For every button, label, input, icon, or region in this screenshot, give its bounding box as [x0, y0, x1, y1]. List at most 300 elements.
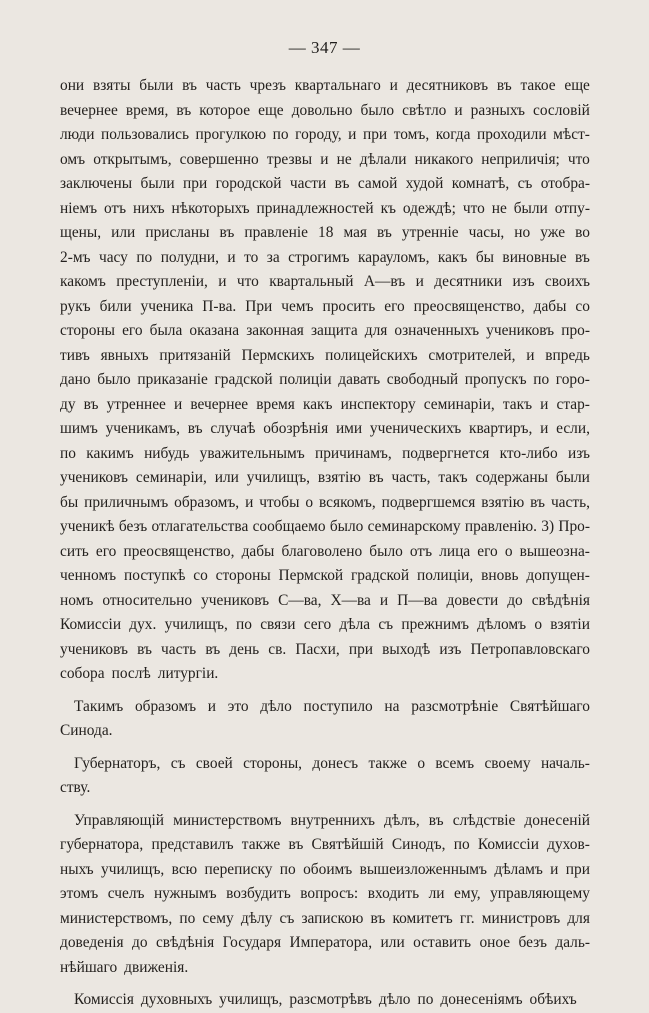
- word: про-: [561, 322, 590, 339]
- word: прогулкою: [195, 126, 267, 143]
- word: Петропавловскаго: [470, 640, 590, 658]
- word: донесеній: [524, 811, 590, 829]
- word: безъ: [118, 518, 148, 535]
- word: связи: [260, 616, 296, 633]
- word: его: [384, 297, 405, 315]
- word: въ: [83, 395, 99, 413]
- word: и: [245, 493, 254, 511]
- word: квартальнаго: [294, 77, 381, 94]
- text-line: [60, 515, 590, 540]
- word: полудни,: [160, 248, 219, 266]
- word: отпу-: [554, 199, 590, 217]
- word: свѣдѣнія: [155, 934, 215, 951]
- word: послѣ: [111, 665, 151, 682]
- word: изъ: [567, 444, 590, 462]
- word: и: [415, 273, 424, 290]
- word: такое: [520, 77, 556, 94]
- word: министерствомъ: [173, 811, 282, 829]
- word: давать: [338, 371, 381, 388]
- text-line: [60, 74, 590, 99]
- text-line: [60, 882, 590, 907]
- word: довольно: [291, 101, 353, 119]
- word: во: [575, 224, 590, 241]
- word: кто-либо: [499, 444, 558, 462]
- word: въ: [182, 77, 197, 94]
- word: Пермскихъ: [241, 346, 315, 364]
- word: губернатора,: [60, 836, 144, 853]
- word: запискою: [301, 909, 364, 927]
- word: въ: [176, 101, 192, 119]
- text-line: [60, 393, 590, 418]
- word: оказана: [189, 322, 240, 339]
- word: духовныхъ: [140, 991, 213, 1008]
- text-line: [60, 613, 590, 638]
- word: градской: [214, 371, 273, 388]
- word: были: [555, 469, 590, 486]
- word: преступленіи,: [116, 273, 208, 290]
- word: или: [380, 934, 405, 951]
- word: вечернее: [60, 101, 118, 119]
- text-line: [60, 752, 590, 777]
- word: донесеніямъ: [440, 991, 523, 1008]
- word: и: [454, 101, 463, 119]
- word: учениковъ: [60, 640, 128, 658]
- word: квартиръ,: [469, 420, 533, 437]
- word: ли: [428, 885, 445, 902]
- word: инспектору: [340, 395, 416, 413]
- word: полиціи,: [416, 567, 474, 584]
- word: заключены: [60, 175, 133, 192]
- word: если,: [556, 420, 590, 437]
- word: десятники: [434, 273, 503, 290]
- word: городской: [215, 175, 282, 192]
- word: Императора,: [289, 934, 373, 951]
- word: о: [305, 493, 314, 511]
- word: принадлежностей: [256, 199, 374, 217]
- word: мѣст-: [553, 126, 590, 143]
- word: со: [193, 567, 208, 584]
- word: части: [289, 175, 327, 192]
- word: номъ: [60, 591, 94, 609]
- word: въ: [377, 224, 392, 241]
- word: приличнымъ: [84, 493, 169, 511]
- text-line: [60, 809, 590, 834]
- word: также: [368, 754, 407, 772]
- word: Святѣйшаго: [509, 697, 590, 715]
- word: дабы: [533, 297, 567, 315]
- word: отъ: [409, 542, 433, 560]
- word: семинаріи,: [423, 395, 495, 413]
- text-line: [60, 491, 590, 516]
- word: и: [379, 591, 389, 609]
- text-line: [60, 197, 590, 222]
- word: дѣло: [378, 991, 411, 1008]
- text-line: [60, 221, 590, 246]
- word: было: [360, 101, 395, 119]
- word: томъ,: [393, 126, 430, 143]
- word: о: [504, 542, 513, 560]
- word: разсмотрѣніе: [411, 697, 499, 715]
- word: шимъ: [60, 420, 98, 437]
- word: отобра-: [540, 175, 590, 192]
- word: въ: [428, 811, 444, 829]
- text-line: [60, 638, 590, 663]
- word: гг.: [459, 909, 475, 927]
- word: безъ: [518, 934, 547, 951]
- text-line: [60, 695, 590, 720]
- word: благоволено: [281, 542, 363, 560]
- word: свѣдѣнія: [531, 591, 590, 609]
- word: содержаны: [475, 469, 548, 486]
- word: что: [236, 273, 259, 290]
- word: П-ва.: [202, 297, 237, 315]
- word: ченномъ: [60, 567, 117, 584]
- word: комнатѣ,: [451, 175, 510, 192]
- word: Комиссія: [74, 991, 134, 1008]
- word: часть,: [391, 469, 431, 486]
- word: Синодъ,: [391, 836, 446, 853]
- word: сему: [202, 909, 234, 927]
- word: когда: [435, 126, 471, 143]
- paragraph: [60, 809, 590, 981]
- word: министровъ: [481, 909, 561, 927]
- word: были: [140, 175, 175, 192]
- paragraph: [60, 752, 590, 801]
- word: учениковъ: [201, 591, 270, 609]
- word: его: [477, 542, 498, 560]
- word: для: [364, 322, 388, 339]
- word: въ: [137, 640, 152, 658]
- word: карауломъ,: [357, 248, 430, 266]
- word: изъ: [512, 273, 535, 290]
- word: управляющему: [490, 885, 590, 902]
- word: по: [417, 991, 434, 1008]
- word: семинаріи,: [135, 469, 207, 486]
- word: 18: [318, 224, 334, 241]
- text-line: [60, 988, 590, 1013]
- word: и: [207, 697, 217, 715]
- word: означенныхъ: [394, 322, 480, 339]
- word: вышеозна-: [519, 542, 590, 560]
- word: преосвященство,: [413, 297, 525, 315]
- word: за: [266, 248, 280, 266]
- word: тивъ: [60, 346, 90, 364]
- word: Губернаторъ,: [74, 754, 161, 772]
- word: 3): [541, 518, 555, 535]
- word: при: [565, 860, 590, 878]
- word: всю: [171, 860, 198, 878]
- word: нибудь: [144, 444, 190, 462]
- word: о: [417, 754, 426, 772]
- word: не: [491, 199, 507, 217]
- word: чемъ: [281, 297, 314, 315]
- word: вечернее: [190, 395, 249, 413]
- word: при: [348, 640, 373, 658]
- word: Управляющій: [74, 811, 164, 829]
- word: Комиссіи: [477, 836, 539, 853]
- word: слѣдствіе: [452, 811, 516, 829]
- word: Синода.: [60, 722, 113, 739]
- word: какъ: [437, 248, 468, 266]
- text-line: [60, 295, 590, 320]
- word: уважительнымъ: [199, 444, 305, 462]
- body-text: [60, 74, 590, 1013]
- word: дано: [60, 371, 91, 388]
- word: сего: [303, 616, 332, 633]
- word: довести: [446, 591, 499, 609]
- word: взятію: [317, 469, 361, 486]
- word: Государя: [222, 934, 282, 951]
- paragraph-gap: [60, 801, 590, 809]
- word: ныхъ: [60, 860, 94, 878]
- word: съ: [279, 909, 295, 927]
- word: свѣтло: [402, 101, 447, 119]
- word: ученикѣ: [60, 518, 115, 535]
- word: духов-: [547, 836, 590, 853]
- word: какимъ: [86, 444, 134, 462]
- word: еще: [258, 101, 284, 119]
- word: градской: [350, 567, 410, 584]
- word: бы: [60, 493, 79, 511]
- word: проходили: [476, 126, 547, 143]
- word: и: [227, 248, 236, 266]
- word: городу,: [295, 126, 342, 143]
- word: по: [236, 616, 252, 633]
- word: мая: [343, 224, 368, 241]
- word: было: [369, 542, 403, 560]
- word: учениковъ: [486, 322, 555, 339]
- word: и: [526, 346, 535, 364]
- word: ученика: [140, 297, 194, 315]
- word: и: [550, 860, 559, 878]
- word: дѣломъ: [477, 616, 527, 633]
- word: своему: [484, 754, 531, 772]
- word: нужнымъ: [153, 885, 217, 902]
- word: всякомъ,: [319, 493, 376, 511]
- word: въ: [530, 493, 545, 511]
- word: дабы: [241, 542, 275, 560]
- text-line: [60, 719, 590, 744]
- word: Комиссіи: [60, 616, 122, 633]
- word: вышеизложеннымъ: [359, 860, 487, 878]
- text-line: [60, 99, 590, 124]
- word: день: [229, 640, 260, 658]
- paragraph-gap: [60, 744, 590, 752]
- word: часть: [161, 640, 197, 658]
- word: вновь: [481, 567, 519, 584]
- word: которое: [199, 101, 251, 119]
- word: виновные: [502, 248, 567, 266]
- text-line: [60, 540, 590, 565]
- word: при: [183, 175, 208, 192]
- word: утреннiе: [401, 224, 459, 241]
- word: правленіе: [244, 224, 309, 241]
- text-line: [60, 270, 590, 295]
- word: что: [462, 199, 485, 217]
- word: движенія.: [124, 958, 189, 976]
- word: были: [139, 77, 174, 94]
- word: оное: [479, 934, 511, 951]
- text-line: [60, 931, 590, 956]
- word: ими: [335, 420, 363, 437]
- word: училищъ,: [164, 616, 228, 633]
- word: взяты: [92, 77, 131, 94]
- word: сить: [60, 542, 89, 560]
- word: сословій: [532, 101, 590, 119]
- word: въ: [368, 469, 384, 486]
- word: полицейскихъ: [325, 346, 418, 364]
- word: стар-: [556, 395, 590, 413]
- word: въ: [370, 909, 386, 927]
- word: никакого: [414, 150, 474, 168]
- word: св.: [268, 640, 287, 658]
- word: взятію: [481, 493, 525, 511]
- word: впредь: [545, 346, 590, 364]
- word: поступкѣ: [124, 567, 186, 584]
- word: самой: [357, 175, 398, 192]
- text-line: [60, 662, 590, 687]
- word: омъ: [60, 150, 86, 168]
- word: часы,: [468, 224, 505, 241]
- text-line: [60, 417, 590, 442]
- word: въ: [496, 77, 512, 94]
- word: къ: [380, 199, 397, 217]
- word: щены,: [60, 224, 102, 241]
- word: какъ: [302, 395, 333, 413]
- word: выходѣ: [382, 640, 431, 658]
- word: была: [149, 322, 183, 339]
- text-line: [60, 246, 590, 271]
- word: квартальный: [269, 273, 354, 290]
- word: обоимъ: [303, 860, 353, 878]
- word: дѣло: [260, 697, 292, 715]
- word: училищъ,: [246, 469, 311, 486]
- word: это: [227, 697, 249, 715]
- word: по: [279, 860, 296, 878]
- word: время,: [125, 101, 169, 119]
- word: ученическихъ: [369, 420, 462, 437]
- word: сообщаемо: [252, 518, 326, 535]
- paragraph: [60, 988, 590, 1013]
- word: Х—ва: [330, 591, 371, 609]
- word: взятіи: [550, 616, 590, 633]
- word: изъ: [439, 640, 462, 658]
- word: дѣла: [339, 616, 371, 633]
- word: часть,: [550, 493, 590, 511]
- text-line: [60, 319, 590, 344]
- word: были: [513, 199, 548, 217]
- word: защита: [310, 322, 358, 339]
- word: полиціи: [279, 371, 332, 388]
- word: притязаній: [159, 346, 231, 364]
- word: худой: [405, 175, 444, 192]
- text-line: [60, 148, 590, 173]
- word: ду: [60, 395, 76, 413]
- page-number: — 347 —: [288, 38, 361, 57]
- word: всемъ: [435, 754, 475, 772]
- word: для: [567, 909, 590, 927]
- word: его: [95, 542, 117, 560]
- word: такъ: [438, 469, 468, 486]
- word: по: [179, 909, 196, 927]
- word: училищъ,: [219, 991, 283, 1008]
- word: даль-: [555, 934, 590, 951]
- word: относительно: [102, 591, 193, 609]
- word: дух.: [129, 616, 157, 633]
- word: Про-: [558, 518, 590, 535]
- word: десятниковъ: [406, 77, 489, 94]
- word: допущен-: [526, 567, 590, 584]
- word: и: [540, 420, 549, 437]
- word: внутреннихъ: [290, 811, 375, 829]
- word: дѣлали: [359, 150, 407, 168]
- word: чрезъ: [249, 77, 286, 94]
- word: приказаніе: [137, 371, 208, 388]
- word: переписку: [204, 860, 273, 878]
- word: и: [320, 150, 329, 168]
- word: съ: [170, 754, 186, 772]
- word: съ: [378, 616, 394, 633]
- text-line: [60, 833, 590, 858]
- word: въ: [288, 836, 304, 853]
- word: возбудить: [226, 885, 291, 902]
- word: строгимъ: [288, 248, 350, 266]
- word: горо-: [555, 371, 590, 388]
- word: но: [514, 224, 531, 241]
- text-line: [60, 564, 590, 589]
- word: чтобы: [259, 493, 300, 511]
- word: дѣлу: [240, 909, 273, 927]
- word: А—въ: [363, 273, 406, 290]
- word: и: [348, 126, 357, 143]
- word: нѣкоторыхъ: [171, 199, 250, 217]
- word: часть: [205, 77, 241, 94]
- word: въ: [219, 224, 235, 241]
- word: дѣламъ: [494, 860, 543, 878]
- paragraph-gap: [60, 980, 590, 988]
- word: неприличія;: [481, 150, 560, 168]
- word: комитетъ: [392, 909, 453, 927]
- word: уже: [540, 224, 566, 241]
- word: въ: [205, 640, 221, 658]
- word: законная: [246, 322, 304, 339]
- word: литургіи.: [157, 665, 219, 682]
- word: рукъ: [60, 297, 91, 315]
- word: Пасхи,: [295, 640, 340, 658]
- word: оставить: [413, 934, 472, 951]
- word: бы: [475, 248, 494, 266]
- word: стороны,: [243, 754, 303, 772]
- text-line: [60, 776, 590, 801]
- word: было: [97, 371, 131, 388]
- text-line: [60, 344, 590, 369]
- word: и: [218, 273, 227, 290]
- word: входить: [367, 885, 420, 902]
- word: то: [244, 248, 259, 266]
- word: они: [60, 77, 85, 94]
- word: ству.: [60, 779, 91, 796]
- word: началь-: [540, 754, 590, 772]
- paragraph: [60, 695, 590, 744]
- text-line: [60, 956, 590, 981]
- word: или: [214, 469, 239, 486]
- word: какомъ: [60, 273, 106, 290]
- word: до: [507, 591, 523, 609]
- word: доведенія: [60, 934, 124, 951]
- word: лица: [439, 542, 471, 560]
- word: при: [362, 126, 388, 143]
- word: по: [533, 371, 550, 388]
